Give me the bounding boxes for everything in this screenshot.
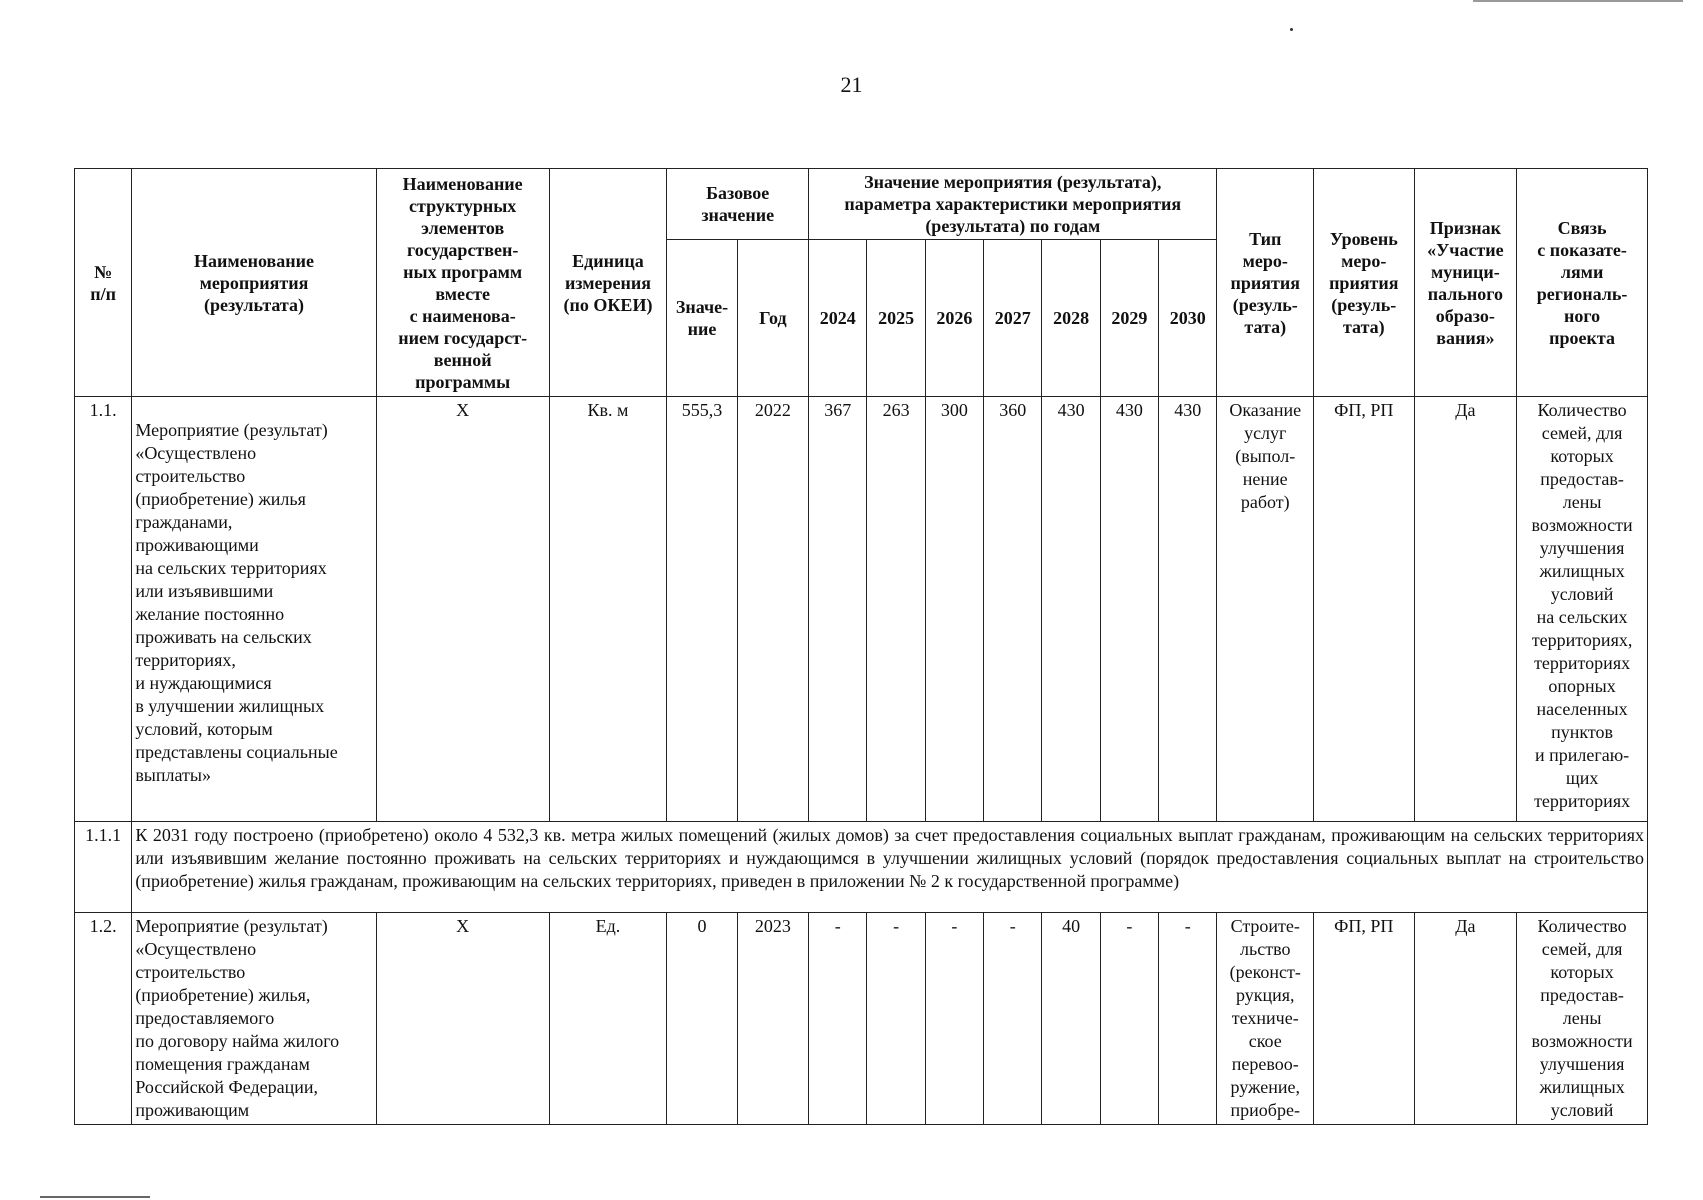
row-unit: Ед. [549, 913, 667, 1125]
row-name: Мероприятие (результат) «Осуществлено строительство (приобретение) жилья гражданами, проживающими на сельских территориях или изъявившими желание постоянно проживать на сельских территориях, и нуждающимися в улучшении жилищных условий, которым представлены социальные выплаты» [132, 397, 376, 822]
row-base-year: 2022 [737, 397, 808, 822]
header-base-group: Базовое значение [667, 169, 809, 240]
header-base-value: Значе- ние [667, 240, 737, 397]
row-unit: Кв. м [549, 397, 667, 822]
row-municipal: Да [1414, 913, 1517, 1125]
row-structural: Х [376, 913, 549, 1125]
header-link: Связь с показате- лями региональ- ного проекта [1517, 169, 1648, 397]
row-value-2024: - [809, 913, 867, 1125]
row-num: 1.1.1 [75, 822, 132, 913]
page-number: 21 [840, 72, 863, 97]
row-value-2027: 360 [984, 397, 1042, 822]
row-value-2029: - [1100, 913, 1158, 1125]
row-base-value: 555,3 [667, 397, 737, 822]
row-base-year: 2023 [737, 913, 808, 1125]
table-row [75, 913, 1648, 1125]
row-municipal: Да [1414, 397, 1517, 822]
header-year-2030: 2030 [1159, 240, 1217, 397]
row-description: К 2031 году построено (приобретено) около 4 532,3 кв. метра жилых помещений (жилых домов) за счет предоставления социальных выплат гражданам, проживающим на сельских территориях или изъявившим желание постоянно проживать на сельских территориях и нуждающимся в улучшении жилищных условий (порядок предоставления социальных выплат на строительство (приобретение) жилья гражданам, проживающим на сельских территориях, приведен в приложении № 2 к государственной программе) [132, 822, 1648, 913]
scan-edge-mark [1473, 0, 1683, 2]
header-years-group: Значение мероприятия (результата), параметра характеристики мероприятия (результата) по годам [809, 169, 1217, 240]
row-num: 1.2. [75, 913, 132, 1125]
row-base-value: 0 [667, 913, 737, 1125]
row-value-2028: 40 [1042, 913, 1100, 1125]
row-value-2027: - [984, 913, 1042, 1125]
header-year-2026: 2026 [925, 240, 983, 397]
row-num: 1.1. [75, 397, 132, 822]
header-unit: Единица измерения (по ОКЕИ) [549, 169, 667, 397]
header-municipal: Признак «Участие муници- пального образо- вания» [1414, 169, 1517, 397]
header-year-2024: 2024 [809, 240, 867, 397]
row-value-2024: 367 [809, 397, 867, 822]
measures-table [74, 168, 1648, 1125]
row-value-2025: 263 [867, 397, 925, 822]
row-value-2029: 430 [1100, 397, 1158, 822]
scan-dot [1290, 28, 1293, 31]
header-year-2027: 2027 [984, 240, 1042, 397]
row-level: ФП, РП [1314, 397, 1415, 822]
row-value-2030: 430 [1159, 397, 1217, 822]
row-type: Оказание услуг (выпол- нение работ) [1217, 397, 1314, 822]
row-value-2026: 300 [925, 397, 983, 822]
table-row [75, 822, 1648, 913]
row-link: Количество семей, для которых предостав- лены возможности улучшения жилищных условий на сельских территориях, территориях опорных населенных пунктов и прилегаю- щих территориях [1517, 397, 1648, 822]
row-value-2025: - [867, 913, 925, 1125]
header-num: № п/п [75, 169, 132, 397]
table-row [75, 397, 1648, 822]
row-value-2026: - [925, 913, 983, 1125]
header-type: Тип меро- приятия (резуль- тата) [1217, 169, 1314, 397]
header-name: Наименование мероприятия (результата) [132, 169, 376, 397]
row-value-2028: 430 [1042, 397, 1100, 822]
row-structural: Х [376, 397, 549, 822]
row-type: Строите- льство (реконст- рукция, техниче- ское перевоо- ружение, приобре- [1217, 913, 1314, 1125]
row-level: ФП, РП [1314, 913, 1415, 1125]
header-base-year: Год [737, 240, 808, 397]
row-link: Количество семей, для которых предостав- лены возможности улучшения жилищных условий [1517, 913, 1648, 1125]
header-level: Уровень меро- приятия (резуль- тата) [1314, 169, 1415, 397]
scan-edge-mark [40, 1196, 150, 1198]
header-year-2029: 2029 [1100, 240, 1158, 397]
header-year-2028: 2028 [1042, 240, 1100, 397]
header-structural: Наименование структурных элементов государствен- ных программ вместе с наименова- нием государст- венной программы [376, 169, 549, 397]
row-value-2030: - [1159, 913, 1217, 1125]
header-year-2025: 2025 [867, 240, 925, 397]
row-name: Мероприятие (результат) «Осуществлено строительство (приобретение) жилья, предоставляемого по договору найма жилого помещения гражданам Российской Федерации, проживающим [132, 913, 376, 1125]
